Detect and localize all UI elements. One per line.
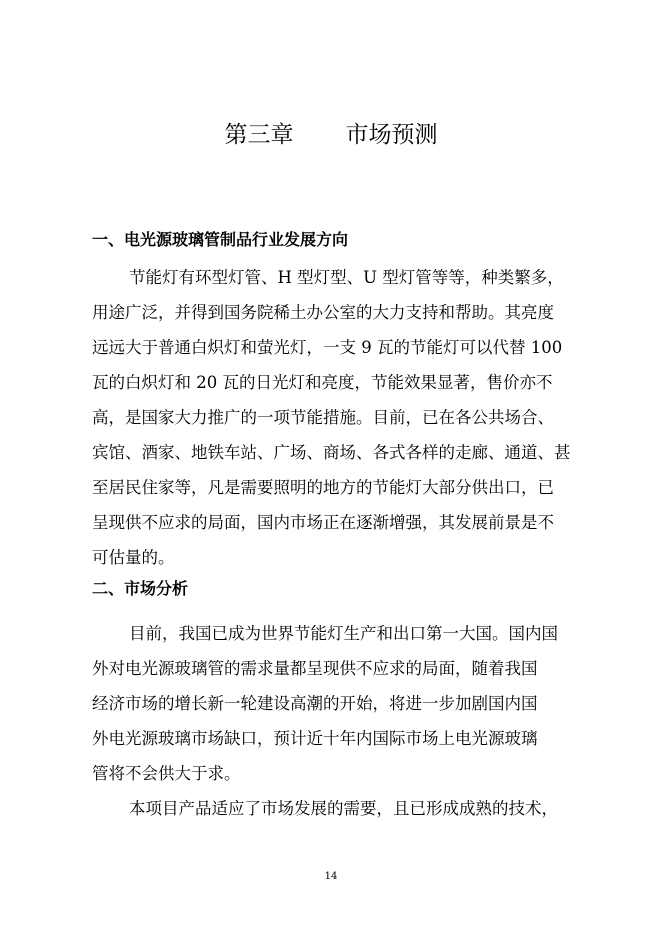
section-body-1 [92,260,580,575]
paragraph-line: 至居民住家等，凡是需要照明的地方的节能灯大部分供出口，已 [92,478,554,497]
paragraph-line: 节能灯有环型灯管、H 型灯型、U 型灯管等等，种类繁多， [129,268,564,287]
chapter-name: 市场预测 [345,122,438,148]
paragraph-line: 呈现供不应求的局面，国内市场正在逐渐增强，其发展前景是不 [92,513,554,532]
paragraph-line: 经济市场的增长新一轮建设高潮的开始，将进一步加剧国内国 [92,694,538,713]
paragraph-line: 高，是国家大力推广的一项节能措施。目前，已在各公共场合、 [92,408,554,427]
section-heading-1: 一、电光源玻璃管制品行业发展方向 [92,230,349,249]
paragraph-line: 远远大于普通白炽灯和萤光灯，一支 9 瓦的节能灯可以代替 100 [92,338,563,357]
paragraph-line: 管将不会供大于求。 [92,764,241,783]
paragraph-line: 可估量的。 [92,548,175,567]
paragraph-line: 本项目产品适应了市场发展的需要，且已形成成熟的技术， [129,799,558,818]
chapter-title [0,118,662,152]
section-body-2 [92,616,580,826]
section-heading-2: 二、市场分析 [92,579,189,598]
paragraph-line: 瓦的白炽灯和 20 瓦的日光灯和亮度，节能效果显著，售价亦不 [92,373,553,392]
page-number: 14 [324,871,338,882]
paragraph-line: 外对电光源玻璃管的需求量都呈现供不应求的局面，随着我国 [92,659,538,678]
paragraph-line: 宾馆、酒家、地铁车站、广场、商场、各式各样的走廊、通道、甚 [92,443,571,462]
paragraph-line: 用途广泛，并得到国务院稀土办公室的大力支持和帮助。其亮度 [92,303,554,322]
paragraph-line: 外电光源玻璃市场缺口，预计近十年内国际市场上电光源玻璃 [92,729,538,748]
paragraph-line: 目前，我国已成为世界节能灯生产和出口第一大国。国内国 [129,624,558,643]
chapter-number: 第三章 [224,122,294,148]
